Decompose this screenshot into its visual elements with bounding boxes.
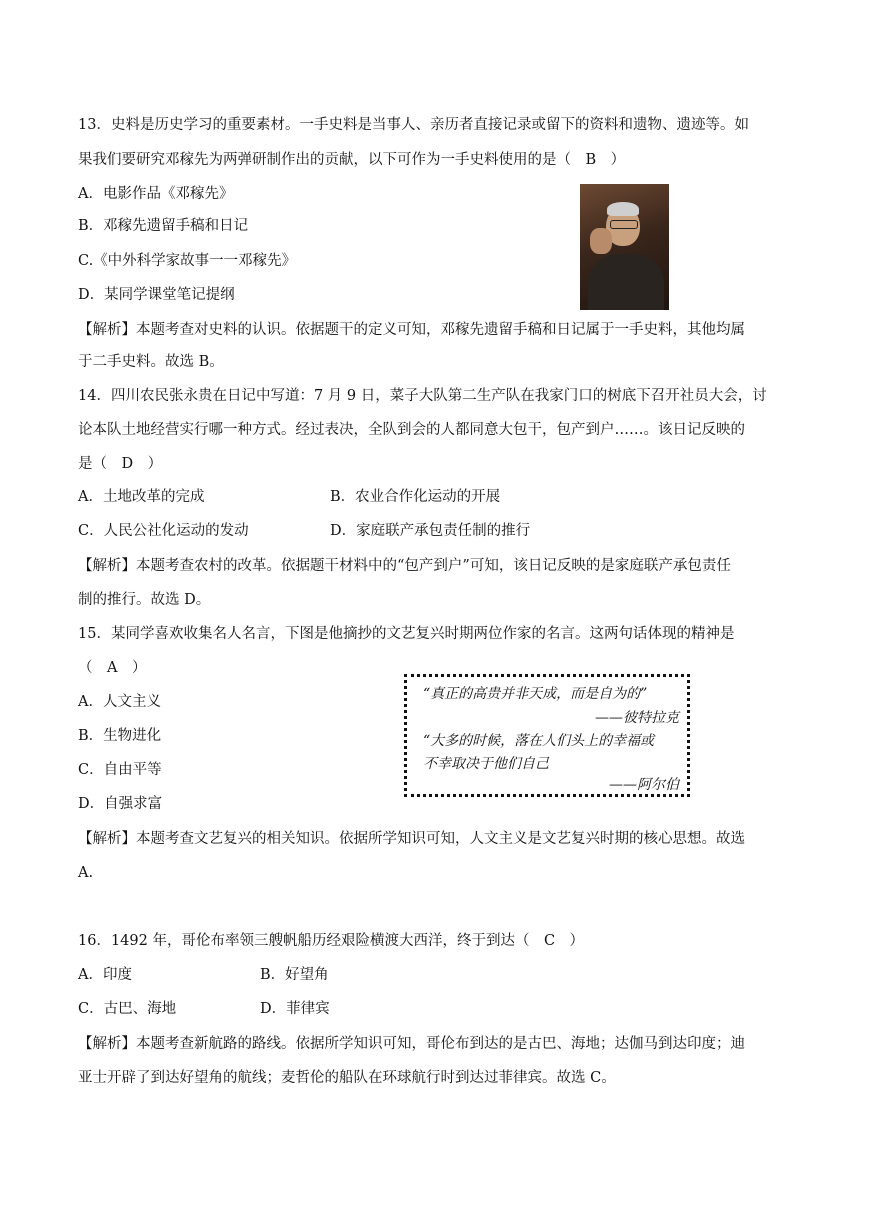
q15-analysis-line1: 【解析】本题考查文艺复兴的相关知识。依据所学知识可知，人文主义是文艺复兴时期的核心思想。故选 [78,831,745,847]
q15-option-a: A．人文主义 [78,694,161,710]
q14-option-a: A．土地改革的完成 [78,489,205,505]
q16-option-b: B．好望角 [260,967,329,983]
q16-option-d: D．菲律宾 [260,1001,330,1017]
q13-stem-line2: 果我们要研究邓稼先为两弹研制作出的贡献，以下可作为一手史料使用的是（ B ） [78,152,626,168]
q14-stem-line3: 是（ D ） [78,456,163,472]
quote-alberti-line1: “大多的时候，落在人们头上的幸福或 [423,733,655,749]
q16-option-c: C．古巴、海地 [78,1001,177,1017]
q15-option-c: C．自由平等 [78,762,162,778]
q13-analysis-line1: 【解析】本题考查对史料的认识。依据题干的定义可知，邓稼先遗留手稿和日记属于一手史料，其他均属 [78,322,745,338]
q13-option-a: A．电影作品《邓稼先》 [78,186,234,202]
quote-alberti-author: ——阿尔伯 [609,777,679,793]
quote-petrarch-author: ——彼特拉克 [595,710,679,726]
q16-option-a: A．印度 [78,967,132,983]
q15-analysis-line2: A. [78,865,94,881]
q14-option-d: D．家庭联产承包责任制的推行 [330,523,531,539]
q14-stem-line2: 论本队土地经营实行哪一种方式。经过表决，全队到会的人都同意大包干，包产到户……。该日记反映的 [78,422,745,438]
q16-stem-line1: 16．1492 年，哥伦布率领三艘帆船历经艰险横渡大西洋，终于到达（ C ） [78,933,585,949]
q13-stem-line1: 13．史料是历史学习的重要素材。一手史料是当事人、亲历者直接记录或留下的资料和遗物、遗迹等。如 [78,117,749,133]
quote-alberti-line2: 不幸取决于他们自己 [423,756,549,772]
q14-stem-line1: 14．四川农民张永贵在日记中写道：7 月 9 日，菜子大队第二生产队在我家门口的树底下召开社员大会，讨 [78,388,767,404]
q16-analysis-line2: 亚士开辟了到达好望角的航线；麦哲伦的船队在环球航行时到达过菲律宾。故选 C。 [78,1070,616,1086]
quote-petrarch: “真正的高贵并非天成，而是自为的” [423,686,648,702]
q14-option-c: C．人民公社化运动的发动 [78,523,249,539]
q16-analysis-line1: 【解析】本题考查新航路的路线。依据所学知识可知，哥伦布到达的是古巴、海地；达伽马到达印度；迪 [78,1036,745,1052]
q14-option-b: B．农业合作化运动的开展 [330,489,501,505]
q15-option-d: D．自强求富 [78,796,163,812]
q15-stem-line2: （ A ） [78,660,147,676]
q13-analysis-line2: 于二手史料。故选 B。 [78,354,224,370]
q15-stem-line1: 15．某同学喜欢收集名人名言，下图是他摘抄的文艺复兴时期两位作家的名言。这两句话体现的精神是 [78,626,735,642]
q15-option-b: B．生物进化 [78,728,162,744]
q13-option-d: D．某同学课堂笔记提纲 [78,287,235,303]
deng-jiaxian-photo [580,184,669,310]
q14-analysis-line1: 【解析】本题考查农村的改革。依据题干材料中的“包产到户”可知，该日记反映的是家庭联产承包责任 [78,558,731,574]
quotes-box [404,674,690,797]
q13-option-b: B．邓稼先遗留手稿和日记 [78,218,249,234]
q14-analysis-line2: 制的推行。故选 D。 [78,592,211,608]
q13-option-c: C.《中外科学家故事一一邓稼先》 [78,253,297,269]
